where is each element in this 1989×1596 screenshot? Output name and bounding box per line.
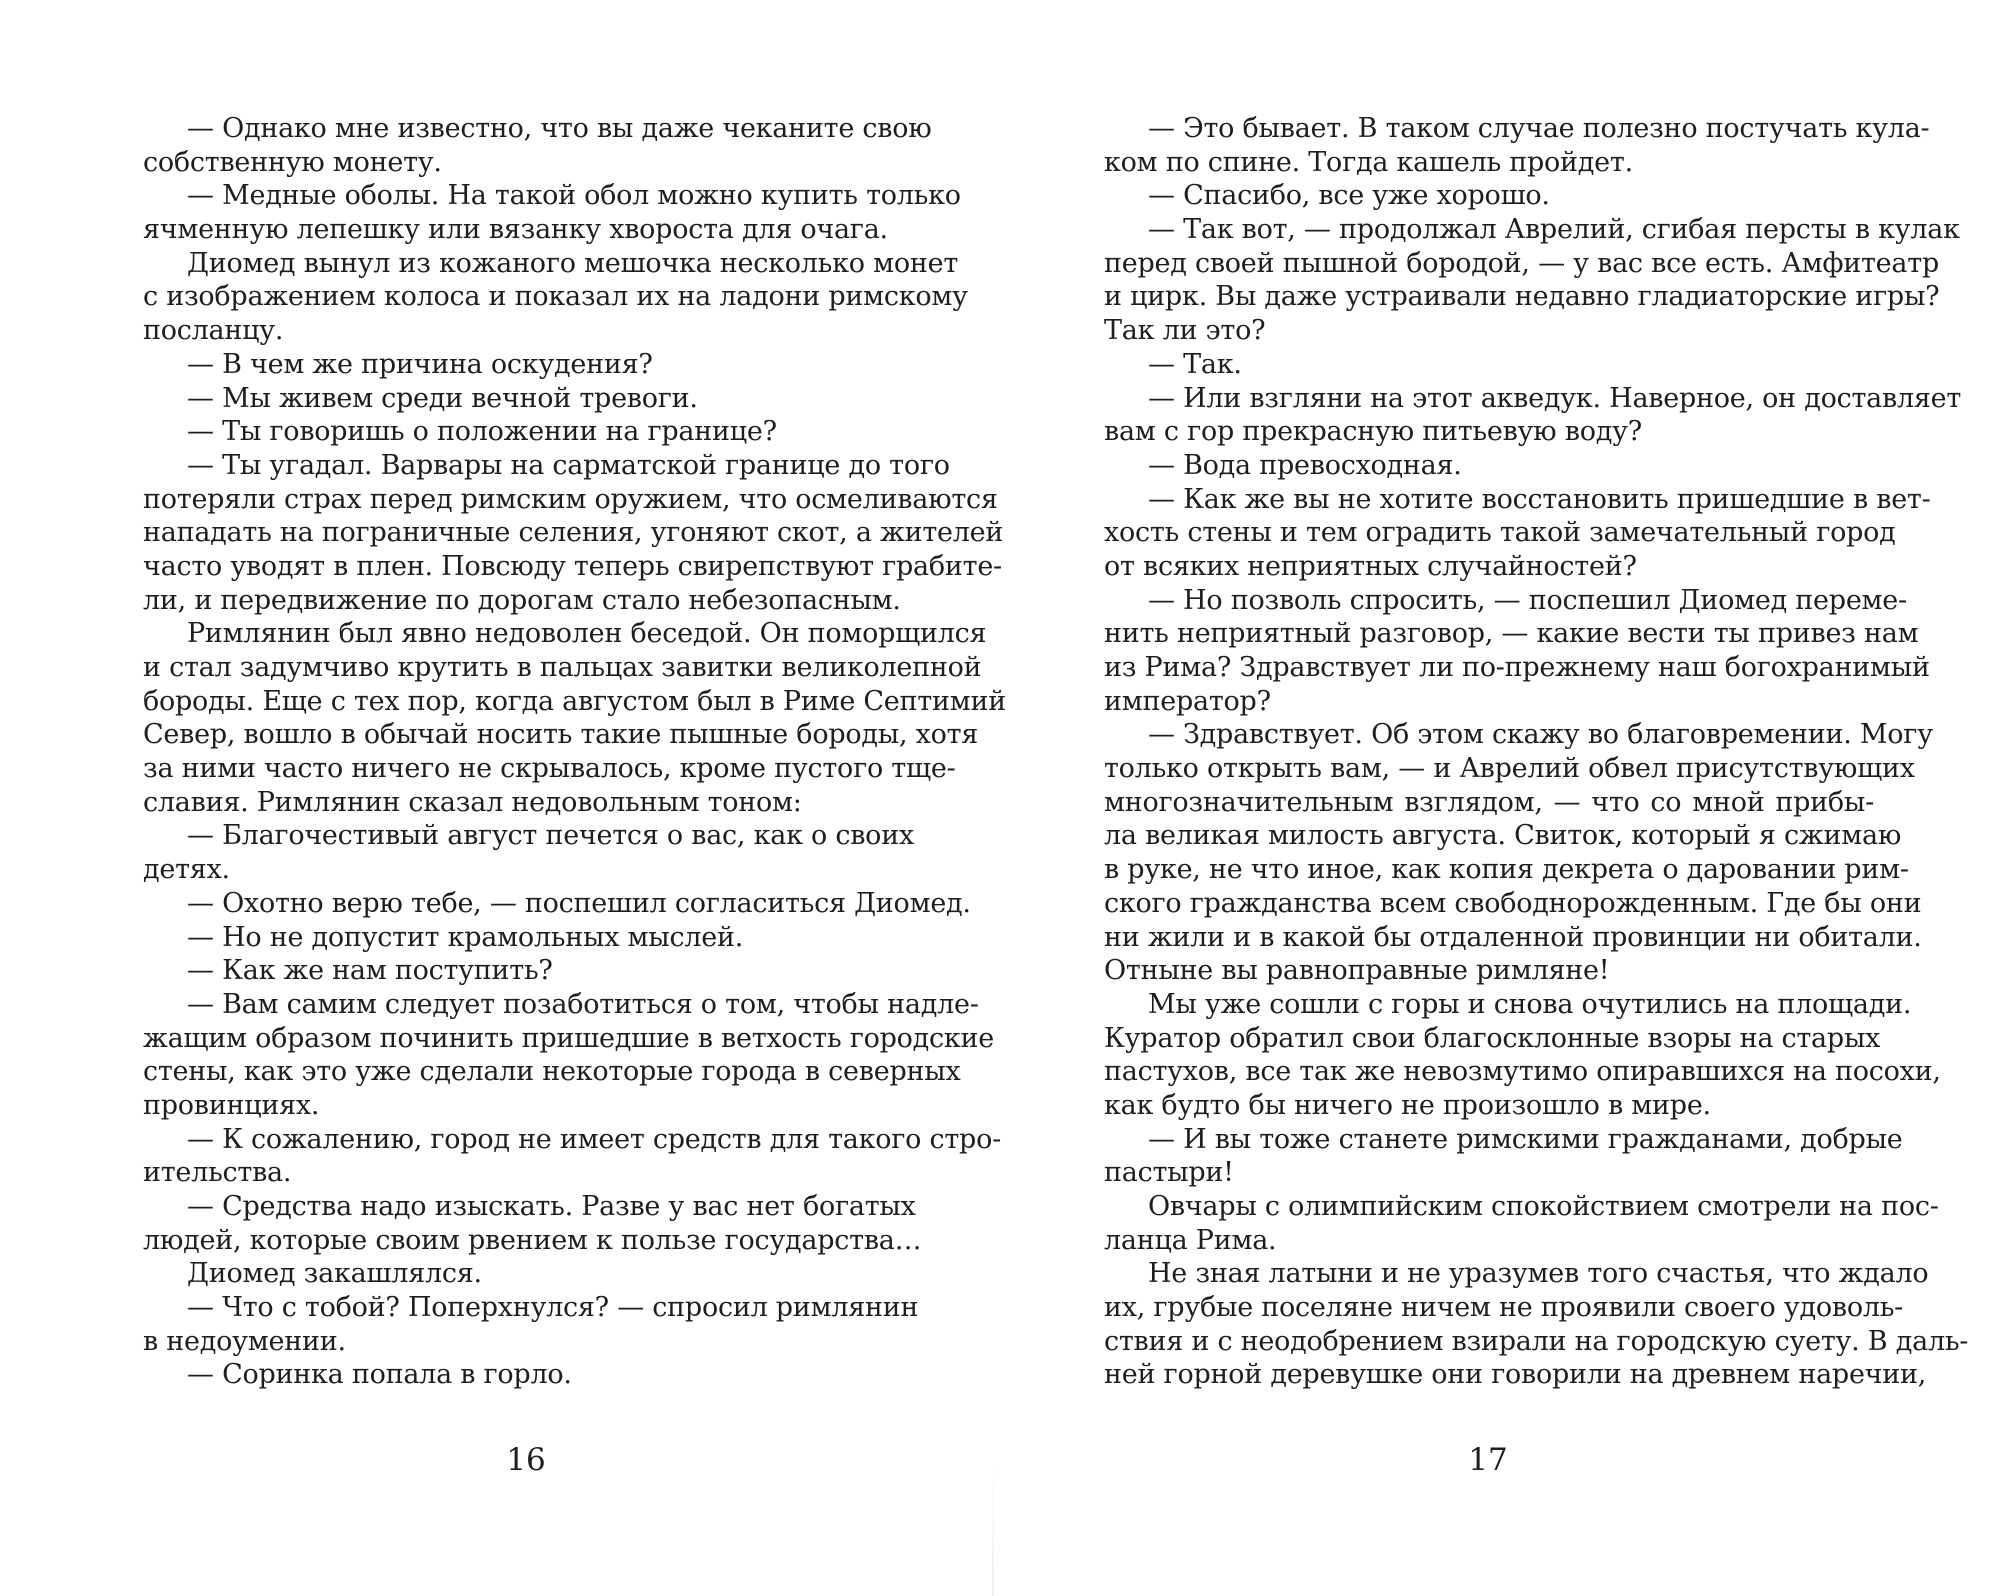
- text-line: многозначительным взглядом, — что со мной прибы-: [1104, 786, 1874, 818]
- text-line: — И вы тоже станете римскими гражданами, добрые: [1148, 1123, 1903, 1155]
- text-line: их, грубые поселяне ничем не проявили своего удоволь-: [1104, 1292, 1904, 1324]
- text-line: — Но позволь спросить, — поспешил Диомед переме-: [1148, 584, 1907, 616]
- text-line: — Соринка попала в горло.: [187, 1359, 572, 1391]
- text-line: Мы уже сошли с горы и снова очутились на площади.: [1148, 988, 1912, 1020]
- text-line: — Или взгляни на этот акведук. Наверное, он доставляет: [1148, 382, 1962, 414]
- left-page-text: [143, 112, 1006, 1392]
- text-line: пастыри!: [1104, 1157, 1234, 1189]
- text-line: детях.: [143, 854, 230, 886]
- text-line: Диомед закашлялся.: [187, 1258, 482, 1290]
- text-line: бороды. Еще с тех пор, когда августом был в Риме Септимий: [143, 685, 1006, 717]
- text-line: — Но не допустит крамольных мыслей.: [187, 921, 744, 953]
- text-line: хость стены и тем оградить такой замечательный город: [1104, 517, 1896, 549]
- text-line: провинциях.: [143, 1089, 320, 1121]
- text-line: — Однако мне известно, что вы даже чеканите свою: [187, 113, 932, 144]
- text-line: ней горной деревушке они говорили на древнем наречии,: [1104, 1359, 1927, 1391]
- right-page-text: [1104, 112, 1969, 1392]
- text-line: ла великая милость августа. Свиток, который я сжимаю: [1104, 820, 1902, 852]
- text-line: — В чем же причина оскудения?: [187, 348, 653, 380]
- text-line: посланцу.: [143, 315, 284, 347]
- text-line: славия. Римлянин сказал недовольным тоном:: [143, 786, 802, 818]
- left-page: [143, 112, 1006, 1392]
- text-line: людей, которые своим рвением к пользе государства…: [143, 1224, 922, 1256]
- text-line: собственную монету.: [143, 146, 442, 178]
- text-line: жащим образом починить пришедшие в ветхость городские: [143, 1022, 995, 1054]
- text-line: от всяких неприятных случайностей?: [1104, 550, 1637, 582]
- text-line: — К сожалению, город не имеет средств для такого стро-: [187, 1123, 1001, 1155]
- right-page: [1104, 112, 1969, 1392]
- text-line: и стал задумчиво крутить в пальцах завитки великолепной: [143, 652, 982, 683]
- text-line: ли, и передвижение по дорогам стало небезопасным.: [143, 584, 901, 616]
- text-line: ком по спине. Тогда кашель пройдет.: [1104, 146, 1633, 178]
- text-line: Отныне вы равноправные римляне!: [1104, 955, 1610, 987]
- text-line: ланца Рима.: [1104, 1224, 1277, 1256]
- book-gutter: [992, 1460, 994, 1596]
- text-line: Римлянин был явно недоволен беседой. Он поморщился: [187, 618, 987, 650]
- text-line: — Это бывает. В таком случае полезно постучать кула-: [1148, 113, 1930, 144]
- text-line: Так ли это?: [1104, 315, 1266, 347]
- text-line: ячменную лепешку или вязанку хвороста для очага.: [143, 214, 888, 246]
- text-line: в недоумении.: [143, 1325, 346, 1357]
- text-line: Куратор обратил свои благосклонные взоры на старых: [1104, 1022, 1881, 1054]
- text-line: — Спасибо, все уже хорошо.: [1148, 180, 1550, 212]
- text-line: нападать на пограничные селения, угоняют скот, а жителей: [143, 517, 1004, 549]
- text-line: нить неприятный разговор, — какие вести ты привез нам: [1104, 618, 1919, 650]
- text-line: как будто бы ничего не произошло в мире.: [1104, 1089, 1711, 1121]
- text-line: в руке, не что иное, как копия декрета о даровании рим-: [1104, 854, 1909, 886]
- text-line: ни жили и в какой бы отдаленной провинции ни обитали.: [1104, 921, 1922, 953]
- text-line: только открыть вам, — и Аврелий обвел присутствующих: [1104, 753, 1915, 785]
- text-line: — Так.: [1148, 348, 1242, 380]
- text-line: — Ты говоришь о положении на границе?: [187, 416, 777, 448]
- text-line: Не зная латыни и не уразумев того счастья, что ждало: [1148, 1258, 1929, 1290]
- text-line: ительства.: [143, 1157, 292, 1189]
- text-line: из Рима? Здравствует ли по-прежнему наш богохранимый: [1104, 652, 1930, 683]
- text-line: — Вам самим следует позаботиться о том, чтобы надле-: [187, 988, 979, 1020]
- text-line: перед своей пышной бородой, — у вас все есть. Амфитеатр: [1104, 247, 1939, 279]
- text-line: — Охотно верю тебе, — поспешил согласиться Диомед.: [187, 887, 971, 919]
- text-line: — Как же нам поступить?: [187, 955, 553, 987]
- text-line: император?: [1104, 685, 1271, 717]
- text-line: — Как же вы не хотите восстановить пришедшие в вет-: [1148, 483, 1931, 515]
- text-line: — Мы живем среди вечной тревоги.: [187, 382, 698, 414]
- text-line: с изображением колоса и показал их на ладони римскому: [143, 281, 968, 313]
- text-line: — Медные оболы. На такой обол можно купить только: [187, 180, 961, 212]
- text-line: — Здравствует. Об этом скажу во благовремении. Могу: [1148, 719, 1933, 751]
- text-line: ского гражданства всем свободнорожденным. Где бы они: [1104, 887, 1922, 919]
- text-line: ствия и с неодобрением взирали на городскую суету. В даль-: [1104, 1325, 1969, 1357]
- text-line: потеряли страх перед римским оружием, что осмеливаются: [143, 483, 998, 515]
- text-line: и цирк. Вы даже устраивали недавно гладиаторские игры?: [1104, 281, 1940, 313]
- text-line: пастухов, все так же невозмутимо опиравшихся на посохи,: [1104, 1056, 1941, 1088]
- text-line: часто уводят в плен. Повсюду теперь свирепствуют грабите-: [143, 550, 1002, 582]
- text-line: — Ты угадал. Варвары на сарматской границе до того: [187, 449, 950, 481]
- text-line: — Благочестивый август печется о вас, как о своих: [187, 820, 914, 852]
- text-line: за ними часто ничего не скрывалось, кроме пустого тще-: [143, 753, 956, 785]
- left-page-number: 16: [506, 1442, 546, 1478]
- right-page-number: 17: [1468, 1442, 1508, 1478]
- text-line: Овчары с олимпийским спокойствием смотрели на пос-: [1148, 1191, 1939, 1222]
- text-line: — Средства надо изыскать. Разве у вас нет богатых: [187, 1191, 916, 1222]
- text-line: — Что с тобой? Поперхнулся? — спросил римлянин: [187, 1292, 919, 1324]
- text-line: Диомед вынул из кожаного мешочка несколько монет: [187, 247, 958, 279]
- text-line: — Так вот, — продолжал Аврелий, сгибая персты в кулак: [1148, 214, 1960, 246]
- text-line: Север, вошло в обычай носить такие пышные бороды, хотя: [143, 719, 979, 751]
- text-line: вам с гор прекрасную питьевую воду?: [1104, 416, 1642, 448]
- text-line: стены, как это уже сделали некоторые города в северных: [143, 1056, 961, 1088]
- text-line: — Вода превосходная.: [1148, 449, 1462, 481]
